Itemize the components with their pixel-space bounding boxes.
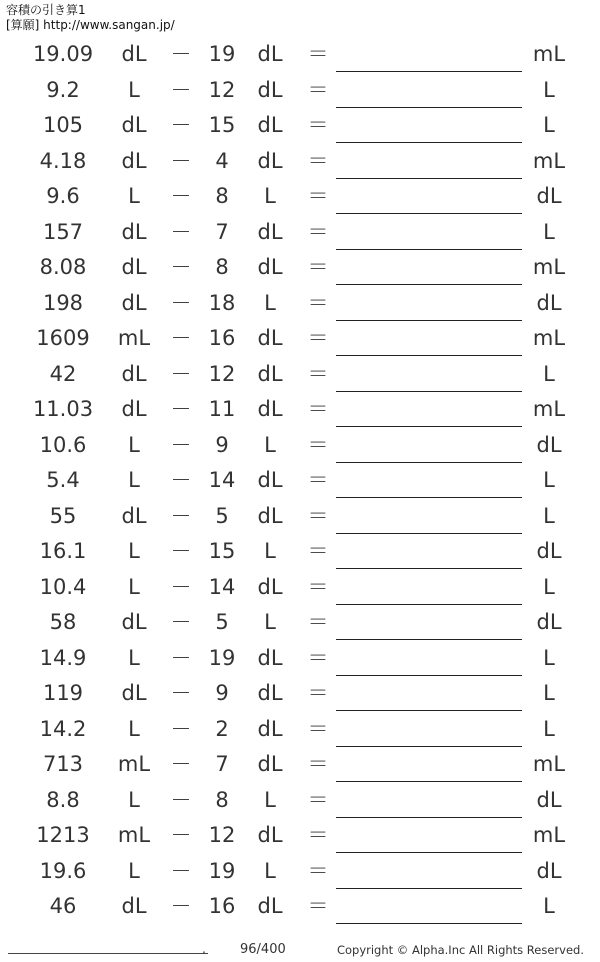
equals-sign: ＝ (307, 539, 329, 563)
subtrahend-unit: L (264, 858, 276, 883)
problem-row (0, 392, 600, 428)
minuend-unit: L (128, 716, 140, 741)
subtrahend-unit: dL (257, 894, 283, 918)
minuend-value: 198 (42, 290, 84, 315)
subtrahend-value: 9 (215, 432, 229, 457)
equals-sign: ＝ (307, 255, 329, 279)
problem-row (0, 286, 600, 322)
minus-sign: － (170, 539, 192, 563)
subtrahend-value: 5 (215, 610, 229, 634)
equals-sign: ＝ (307, 858, 329, 883)
subtrahend-unit: dL (257, 397, 283, 421)
answer-unit: L (543, 574, 555, 599)
problem-row (0, 250, 600, 286)
equals-sign: ＝ (307, 148, 329, 173)
equals-sign: ＝ (307, 184, 329, 208)
subtrahend-value: 7 (215, 752, 229, 776)
minus-sign: － (170, 290, 192, 315)
minuend-value: 46 (49, 894, 77, 918)
minuend-value: 42 (49, 361, 77, 386)
answer-unit: mL (532, 326, 566, 350)
minus-sign: － (170, 610, 192, 634)
page-number: 96/400 (240, 942, 286, 957)
subtrahend-value: 4 (215, 148, 229, 173)
subtrahend-value: 19 (208, 645, 236, 670)
problem-row (0, 712, 600, 748)
equals-sign: ＝ (307, 716, 329, 741)
minuend-value: 10.4 (39, 574, 87, 599)
minus-sign: － (170, 645, 192, 670)
problem-row (0, 37, 600, 73)
subtrahend-unit: dL (257, 326, 283, 350)
equals-sign: ＝ (307, 787, 329, 812)
problem-row (0, 854, 600, 890)
copyright-text: Copyright © Alpha.Inc All Rights Reserved. (336, 943, 584, 957)
problem-row (0, 534, 600, 570)
minuend-unit: dL (121, 681, 147, 705)
minuend-unit: L (128, 574, 140, 599)
minus-sign: － (170, 823, 192, 847)
minuend-value: 119 (42, 681, 84, 705)
answer-unit: mL (532, 823, 566, 847)
minus-sign: － (170, 716, 192, 741)
subtrahend-unit: L (264, 787, 276, 812)
minus-sign: － (170, 397, 192, 421)
minuend-value: 5.4 (46, 468, 80, 492)
subtrahend-value: 12 (208, 361, 236, 386)
answer-unit: mL (532, 397, 566, 421)
subtrahend-unit: dL (257, 823, 283, 847)
subtrahend-unit: dL (257, 77, 283, 102)
answer-unit: L (543, 468, 555, 492)
answer-unit: dL (536, 184, 562, 208)
subtrahend-unit: dL (257, 503, 283, 528)
minuend-unit: dL (121, 148, 147, 173)
subtrahend-unit: dL (257, 255, 283, 279)
subtrahend-unit: dL (257, 42, 283, 66)
minuend-unit: L (128, 539, 140, 563)
equals-sign: ＝ (307, 290, 329, 315)
source-link[interactable]: [算願] http://www.sangan.jp/ (6, 18, 175, 32)
minus-sign: － (170, 77, 192, 102)
answer-unit: dL (536, 432, 562, 457)
answer-unit: L (543, 503, 555, 528)
subtrahend-value: 7 (215, 219, 229, 244)
subtrahend-unit: dL (257, 219, 283, 244)
problem-row (0, 215, 600, 251)
minuend-value: 10.6 (39, 432, 87, 457)
subtrahend-value: 5 (215, 503, 229, 528)
answer-unit: L (543, 361, 555, 386)
equals-sign: ＝ (307, 361, 329, 386)
minuend-value: 19.09 (32, 42, 94, 66)
minus-sign: － (170, 787, 192, 812)
equals-sign: ＝ (307, 823, 329, 847)
problem-row (0, 463, 600, 499)
equals-sign: ＝ (307, 113, 329, 137)
minuend-unit: dL (121, 255, 147, 279)
minuend-value: 9.6 (46, 184, 80, 208)
problem-row (0, 605, 600, 641)
answer-unit: L (543, 681, 555, 705)
subtrahend-value: 14 (208, 574, 236, 599)
minuend-unit: dL (121, 290, 147, 315)
answer-unit: dL (536, 290, 562, 315)
minuend-unit: dL (121, 219, 147, 244)
minus-sign: － (170, 184, 192, 208)
minus-sign: － (170, 468, 192, 492)
subtrahend-value: 16 (208, 894, 236, 918)
minuend-unit: dL (121, 397, 147, 421)
minus-sign: － (170, 894, 192, 918)
subtrahend-unit: L (264, 432, 276, 457)
minus-sign: － (170, 361, 192, 386)
subtrahend-value: 15 (208, 539, 236, 563)
minuend-unit: L (128, 858, 140, 883)
answer-unit: dL (536, 787, 562, 812)
minus-sign: － (170, 219, 192, 244)
subtrahend-value: 15 (208, 113, 236, 137)
problem-row (0, 73, 600, 109)
minuend-unit: L (128, 468, 140, 492)
minuend-value: 8.8 (46, 787, 80, 812)
subtrahend-value: 11 (208, 397, 236, 421)
minuend-value: 19.6 (39, 858, 87, 883)
answer-unit: mL (532, 255, 566, 279)
problem-row (0, 108, 600, 144)
minus-sign: － (170, 858, 192, 883)
equals-sign: ＝ (307, 574, 329, 599)
minuend-value: 14.2 (39, 716, 87, 741)
minuend-value: 1213 (36, 823, 90, 847)
minus-sign: － (170, 326, 192, 350)
minus-sign: － (170, 42, 192, 66)
minuend-value: 14.9 (39, 645, 87, 670)
minuend-unit: mL (117, 326, 151, 350)
problem-row (0, 783, 600, 819)
problem-row (0, 428, 600, 464)
equals-sign: ＝ (307, 645, 329, 670)
answer-unit: mL (532, 148, 566, 173)
answer-unit: L (543, 645, 555, 670)
worksheet-title: 容積の引き算1 (6, 3, 86, 17)
answer-unit: dL (536, 858, 562, 883)
subtrahend-value: 19 (208, 858, 236, 883)
minuend-value: 8.08 (39, 255, 87, 279)
minuend-unit: dL (121, 42, 147, 66)
minuend-unit: L (128, 77, 140, 102)
minuend-value: 4.18 (39, 148, 87, 173)
subtrahend-unit: dL (257, 468, 283, 492)
subtrahend-value: 12 (208, 77, 236, 102)
answer-unit: mL (532, 42, 566, 66)
answer-unit: L (543, 219, 555, 244)
subtrahend-unit: L (264, 184, 276, 208)
problem-row (0, 570, 600, 606)
answer-unit: L (543, 113, 555, 137)
minus-sign: － (170, 503, 192, 528)
subtrahend-value: 14 (208, 468, 236, 492)
equals-sign: ＝ (307, 326, 329, 350)
subtrahend-unit: dL (257, 113, 283, 137)
equals-sign: ＝ (307, 681, 329, 705)
minus-sign: － (170, 574, 192, 599)
minuend-value: 9.2 (46, 77, 80, 102)
subtrahend-value: 9 (215, 681, 229, 705)
answer-blank[interactable] (336, 923, 522, 924)
minus-sign: － (170, 681, 192, 705)
subtrahend-value: 2 (215, 716, 229, 741)
minuend-unit: L (128, 432, 140, 457)
minuend-value: 1609 (36, 326, 90, 350)
minuend-value: 157 (42, 219, 84, 244)
minuend-value: 713 (42, 752, 84, 776)
equals-sign: ＝ (307, 77, 329, 102)
subtrahend-unit: L (264, 290, 276, 315)
problem-row (0, 676, 600, 712)
problem-row (0, 321, 600, 357)
subtrahend-value: 12 (208, 823, 236, 847)
equals-sign: ＝ (307, 432, 329, 457)
subtrahend-value: 18 (208, 290, 236, 315)
subtrahend-unit: dL (257, 752, 283, 776)
minuend-unit: dL (121, 113, 147, 137)
answer-unit: L (543, 894, 555, 918)
problem-row (0, 747, 600, 783)
minuend-unit: mL (117, 823, 151, 847)
minuend-unit: L (128, 645, 140, 670)
subtrahend-unit: dL (257, 716, 283, 741)
minus-sign: － (170, 752, 192, 776)
minuend-value: 11.03 (32, 397, 94, 421)
answer-unit: L (543, 716, 555, 741)
minuend-value: 55 (49, 503, 77, 528)
answer-unit: L (543, 77, 555, 102)
problem-list (0, 37, 600, 925)
problem-row (0, 818, 600, 854)
problem-row (0, 357, 600, 393)
minuend-value: 58 (49, 610, 77, 634)
minuend-unit: dL (121, 361, 147, 386)
subtrahend-unit: L (264, 539, 276, 563)
minuend-unit: mL (117, 752, 151, 776)
equals-sign: ＝ (307, 610, 329, 634)
subtrahend-value: 8 (215, 787, 229, 812)
minuend-unit: L (128, 184, 140, 208)
minuend-value: 105 (42, 113, 84, 137)
minuend-unit: dL (121, 610, 147, 634)
equals-sign: ＝ (307, 894, 329, 918)
problem-row (0, 144, 600, 180)
minuend-unit: dL (121, 894, 147, 918)
minus-sign: － (170, 432, 192, 457)
minus-sign: － (170, 255, 192, 279)
subtrahend-unit: dL (257, 361, 283, 386)
minuend-value: 16.1 (39, 539, 87, 563)
equals-sign: ＝ (307, 397, 329, 421)
problem-row (0, 641, 600, 677)
subtrahend-value: 16 (208, 326, 236, 350)
subtrahend-value: 19 (208, 42, 236, 66)
equals-sign: ＝ (307, 468, 329, 492)
subtrahend-unit: dL (257, 645, 283, 670)
subtrahend-value: 8 (215, 184, 229, 208)
minuend-unit: L (128, 787, 140, 812)
minuend-unit: dL (121, 503, 147, 528)
equals-sign: ＝ (307, 752, 329, 776)
equals-sign: ＝ (307, 503, 329, 528)
minus-sign: － (170, 113, 192, 137)
answer-unit: mL (532, 752, 566, 776)
answer-unit: dL (536, 610, 562, 634)
problem-row (0, 889, 600, 925)
answer-unit: dL (536, 539, 562, 563)
subtrahend-value: 8 (215, 255, 229, 279)
equals-sign: ＝ (307, 219, 329, 244)
equals-sign: ＝ (307, 42, 329, 66)
subtrahend-unit: dL (257, 681, 283, 705)
subtrahend-unit: dL (257, 148, 283, 173)
subtrahend-unit: L (264, 610, 276, 634)
problem-row (0, 179, 600, 215)
name-line (8, 953, 208, 954)
worksheet-header (6, 3, 175, 33)
minus-sign: － (170, 148, 192, 173)
problem-row (0, 499, 600, 535)
subtrahend-unit: dL (257, 574, 283, 599)
footer-dot: . (202, 942, 206, 956)
